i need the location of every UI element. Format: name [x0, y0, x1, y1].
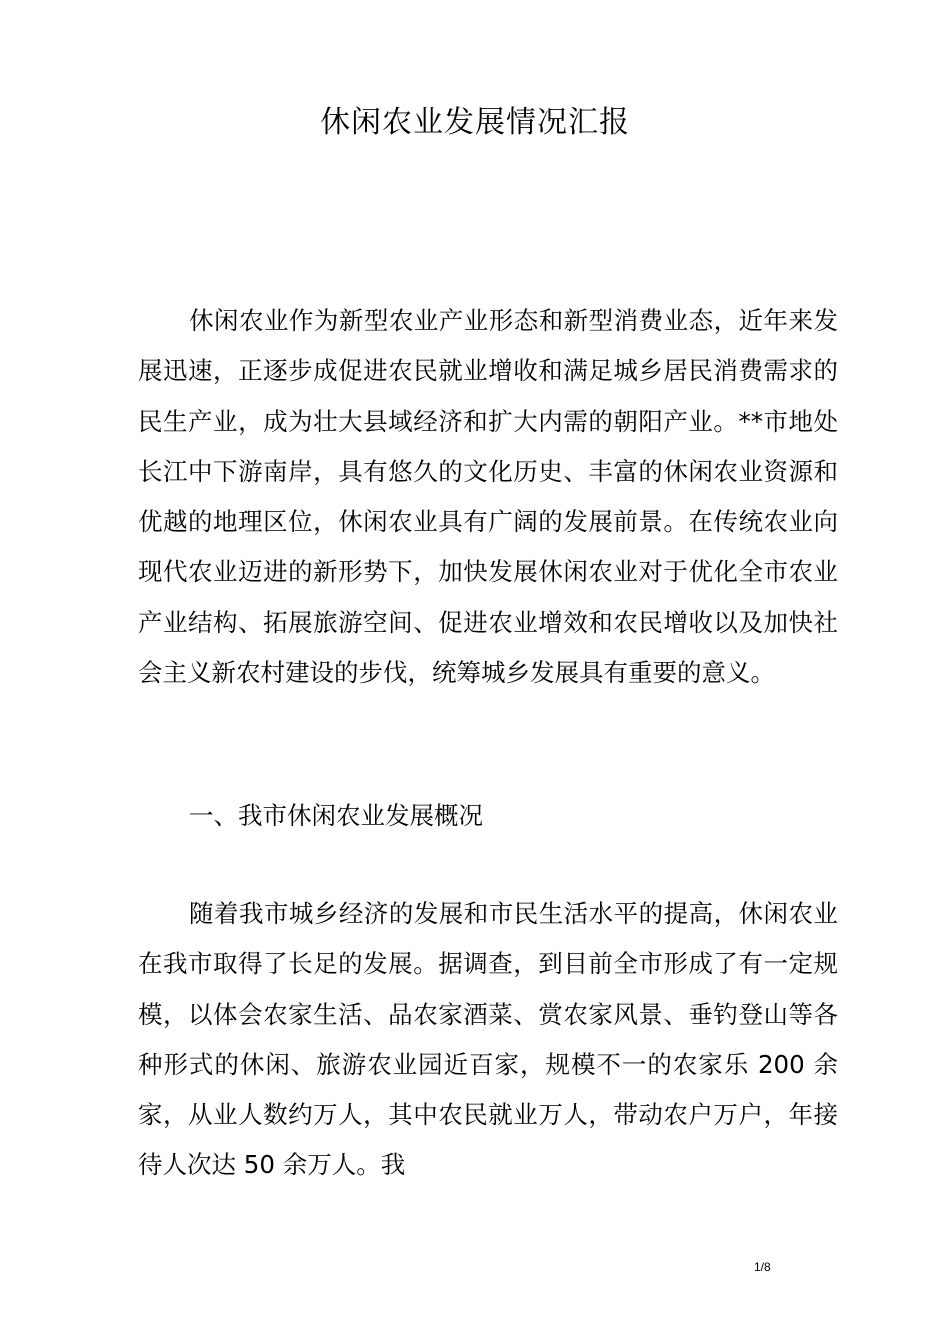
- intro-paragraph: 休闲农业作为新型农业产业形态和新型消费业态，近年来发展迅速，正逐步成促进农民就业增收和满足城乡居民消费需求的民生产业，成为壮大县域经济和扩大内需的朝阳产业。**市地处长江中下游南岸，具有悠久的文化历史、丰富的休闲农业资源和优越的地理区位，休闲农业具有广阔的发展前景。在传统农业向现代农业迈进的新形势下，加快发展休闲农业对于优化全市农业产业结构、拓展旅游空间、促进农业增效和农民增收以及加快社会主义新农村建设的步伐，统筹城乡发展具有重要的意义。: [138, 306, 838, 688]
- page-number: 1/8: [754, 1260, 771, 1274]
- overview-paragraph: 随着我市城乡经济的发展和市民生活水平的提高，休闲农业在我市取得了长足的发展。据调查，到目前全市形成了有一定规模，以体会农家生活、品农家酒菜、赏农家风景、垂钓登山等各种形式的休闲、旅游农业园近百家，规模不一的农家乐 200 余家，从业人数约万人，其中农民就业万人，带动农户万户，年接待人次达 50 余万人。我: [138, 899, 838, 1180]
- document-title: 休闲农业发展情况汇报: [320, 105, 630, 140]
- section-heading: 一、我市休闲农业发展概况: [189, 801, 483, 830]
